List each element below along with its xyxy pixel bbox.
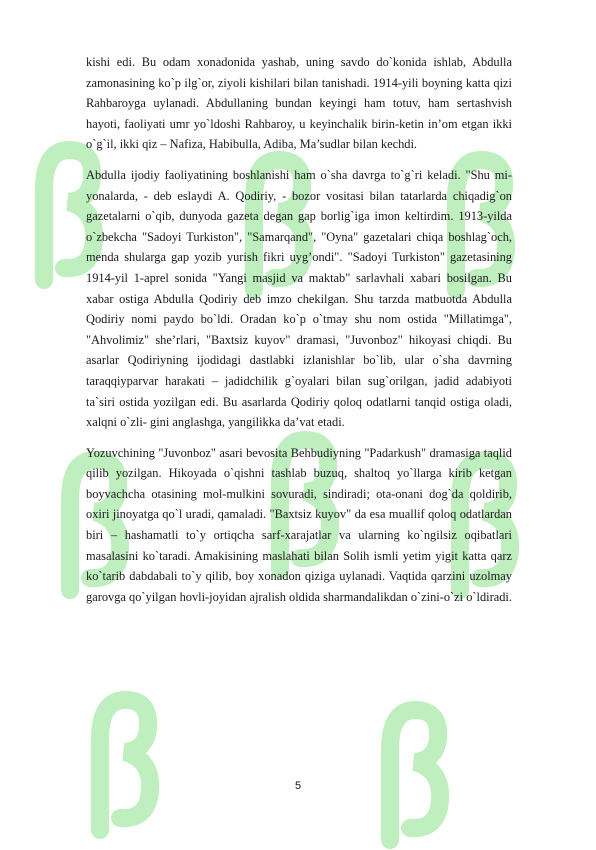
page-number: 5 <box>294 780 302 792</box>
paragraph: Abdulla ijodiy faoliyatining boshlanishi ham o`sha davrga to`g`ri keladi. "Shu mi-yonalarda, - deb eslaydi A. Qodiriy, - bozor vositasi bilan tatarlarda chiqadig`on gazetalarni o`qib, dunyoda gazeta degan gap borlig`iga imon keltirdim. 1913-yilda o`zbekcha "Sadoyi Turkiston", "Samarqand", "Oyna" gazetalari chiqa boshlag`och, menda shularga gap yozib yurish fikri uyg’ondi". "Sadoyi Turkiston" gazetasining 1914-yil 1-aprel sonida "Yangi masjid va maktab" sarlavhali xabari bosilgan. Bu xabar ostiga Abdulla Qodiriy deb imzo chekilgan. Shu tarzda matbuotda Abdulla Qodiriy nomi paydo bo`ldi. Oradan ko`p o`tmay shu nom ostida "Millatimga", "Ahvolimiz" she’rlari, "Baxtsiz kuyov" dramasi, "Juvonboz" hikoyasi chiqdi. Bu asarlar Qodiriyning ijodidagi dastlabki izlanishlar bo`lib, ular o`sha davrning taraqqiyparvar harakati – jadidchilik g`oyalari bilan sug`orilgan, jadid adabiyoti ta`siri ostida yozilgan edi. Bu asarlarda Qodiriy qoloq odatlarni tanqid ostiga oladi, xalqni o`zli- gini anglashga, yangilikka da’vat etadi. <box>86 167 512 430</box>
watermark-logo-icon <box>70 680 160 840</box>
paragraph: kishi edi. Bu odam xonadonida yashab, uning savdo do`konida ishlab, Abdulla zamonasining ko`p ilg`or, ziyoli kishilari bilan tanishadi. 1914-yili boyning katta qizi Rahbaroyga uylanadi. Abdullaning bundan keyingi ham totuv, ham sertashvish hayoti, faoliyati umr yo`ldoshi Rahbaroy, u keyinchalik birin-ketin in’om etgan ikki o`g`il, ikki qiz – Nafiza, Habibulla, Adiba, Ma’sudlar bilan kechdi. <box>86 55 512 152</box>
paragraph: Yozuvchining "Juvonboz" asari bevosita Behbudiyning "Padarkush" dramasiga taqlid qilib yozilgan. Hikoyada o`qishni tashlab buzuq, shaltoq yo`llarga kirib ketgan boyvachcha otasining mol-mulkini sovuradi, sindiradi; ota-onani dog`da qoldirib, oxiri jinoyatga qo`l uradi, qamaladi. "Baxtsiz kuyov" da esa muallif qoloq odatlardan biri – hashamatli to`y ortiqcha sarf-xarajatlar va ularning ko`ngilsiz oqibatlari masalasini ko`taradi. Amakisining maslahati bilan Solih ismli yetim yigit katta qarz ko`tarib dabdabali to`y qilib, boy xonadon qiziga uylanadi. Vaqtida qarzini uzolmay garovga qo`yilgan hovli-joyidan ajralish oldida sharmandalikdan o`zini-o`zi o`ldiradi. <box>86 445 512 604</box>
document-body <box>86 52 512 617</box>
watermark-logo-icon <box>360 690 450 850</box>
